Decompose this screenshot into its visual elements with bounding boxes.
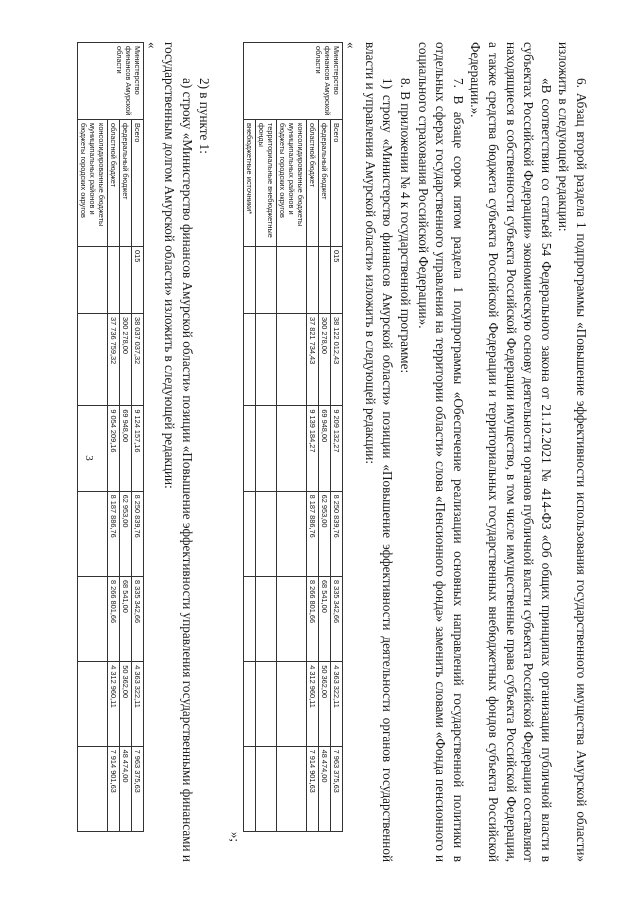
table2-row bbox=[78, 43, 108, 832]
table2-row bbox=[132, 43, 144, 832]
table1-label-cell: федеральный бюджет bbox=[319, 120, 331, 247]
finance-table-1 bbox=[243, 42, 343, 832]
paragraph-8: 8. В приложении № 4 к государственной программе: bbox=[398, 78, 414, 374]
table2-value-cell bbox=[78, 314, 108, 406]
table1-value-cell: 8 250 839,76 bbox=[331, 491, 343, 576]
table1-code-cell bbox=[277, 247, 307, 314]
table1-value-cell: 37 821 734,43 bbox=[307, 314, 319, 406]
table1-label-cell: территориальные внебюджетные фонды bbox=[256, 120, 277, 247]
table2-label-cell: консолидированные бюджеты муниципальных районов и бюджеты городских округов bbox=[78, 120, 108, 247]
table1-value-cell: 48 474,00 bbox=[319, 746, 331, 831]
paragraph-2-a: а) строку «Министерство финансов Амурской области» позиции «Повышение эффективности управления государственными финансами и государственным долгом Амурской области» изложить в следующей редакции: bbox=[162, 42, 195, 862]
table2-value-cell: 7 914 901,63 bbox=[108, 746, 120, 831]
table1-value-cell: 9 139 184,27 bbox=[307, 406, 319, 491]
table1-value-cell bbox=[277, 314, 307, 406]
table1-value-cell bbox=[277, 491, 307, 576]
table1-code-cell bbox=[244, 247, 256, 314]
table1-value-cell: 38 122 012,43 bbox=[331, 314, 343, 406]
table2-value-cell: 7 963 375,63 bbox=[132, 746, 144, 831]
table1-code-cell bbox=[319, 247, 331, 314]
table2-value-cell bbox=[78, 406, 108, 491]
table1-value-cell: 8 266 801,66 bbox=[307, 576, 319, 661]
table2-value-cell: 48 474,00 bbox=[120, 746, 132, 831]
table1-value-cell bbox=[277, 406, 307, 491]
table1-label-cell: Всего bbox=[331, 120, 343, 247]
table1-value-cell bbox=[256, 491, 277, 576]
table2-value-cell bbox=[78, 491, 108, 576]
finance-table-2 bbox=[78, 42, 145, 832]
table2-value-cell: 38 037 037,32 bbox=[132, 314, 144, 406]
table1-org-cell: Министерство финансов Амурской области bbox=[244, 43, 343, 120]
table2-row bbox=[108, 43, 120, 832]
table2-label-cell: Всего bbox=[132, 120, 144, 247]
table1-value-cell: 9 209 132,27 bbox=[331, 406, 343, 491]
table2-org-cell: Министерство финансов Амурской области bbox=[78, 43, 144, 120]
table2-value-cell: 68 541,00 bbox=[120, 576, 132, 661]
table1-value-cell: 8 335 342,66 bbox=[331, 576, 343, 661]
table2-value-cell: 4 363 322,11 bbox=[132, 662, 144, 746]
table1-value-cell: 8 187 886,76 bbox=[307, 491, 319, 576]
table1-value-cell bbox=[277, 662, 307, 746]
table2-value-cell bbox=[78, 746, 108, 831]
table2-value-cell: 9 124 157,16 bbox=[132, 406, 144, 491]
table1-value-cell bbox=[277, 576, 307, 661]
table1-value-cell: 62 953,00 bbox=[319, 491, 331, 576]
paragraph-8-1: 1) строку «Министерство финансов Амурской области» позиции «Повышение эффективности деятельности органов государственной власти и управления Амурской области» изложить в следующей редакции: bbox=[362, 42, 396, 862]
table2-value-cell: 4 312 960,11 bbox=[108, 662, 120, 746]
table2-value-cell: 8 187 886,76 bbox=[108, 491, 120, 576]
table1-row bbox=[307, 43, 319, 832]
table1-value-cell bbox=[256, 576, 277, 661]
table1-row bbox=[277, 43, 307, 832]
table2-value-cell: 62 953,00 bbox=[120, 491, 132, 576]
table1-value-cell: 69 948,00 bbox=[319, 406, 331, 491]
table1-label-cell: областной бюджет bbox=[307, 120, 319, 247]
table2-value-cell: 8 250 839,76 bbox=[132, 491, 144, 576]
table1-value-cell: 7 914 901,63 bbox=[307, 746, 319, 831]
table1-row bbox=[244, 43, 256, 832]
rotated-document-content bbox=[50, 42, 590, 862]
table2-value-cell: 37 736 759,32 bbox=[108, 314, 120, 406]
table2-value-cell: 8 335 342,66 bbox=[132, 576, 144, 661]
table2-value-cell: 300 278,00 bbox=[120, 314, 132, 406]
table1-value-cell bbox=[244, 314, 256, 406]
table2-label-cell: областной бюджет bbox=[108, 120, 120, 247]
open-quote-1: « bbox=[344, 42, 360, 49]
table1-value-cell bbox=[244, 576, 256, 661]
table1-value-cell bbox=[256, 406, 277, 491]
table1-value-cell bbox=[244, 406, 256, 491]
table1-code-cell: 015 bbox=[331, 247, 343, 314]
table1-value-cell bbox=[244, 662, 256, 746]
table2-value-cell: 50 362,00 bbox=[120, 662, 132, 746]
table1-value-cell bbox=[256, 746, 277, 831]
table1-label-cell: внебюджетные источники* bbox=[244, 120, 256, 247]
paragraph-6-quote: «В соответствии со статьей 54 Федерального закона от 21.12.2021 № 414-ФЗ «Об общих принципах организации публичной власти в субъектах Российской Федерации» экономическую основу деятельности органов публичной власти субъекта Российской Федерации составляют находящиеся в собственности субъекта Российской Федерации имущество, в том числе имущественные права субъекта Российской Федерации, а также средства бюджета субъекта Российской Федерации и территориальных государственных внебюджетных фондов субъекта Российской Федерации.». bbox=[468, 42, 554, 862]
table1-value-cell: 50 362,00 bbox=[319, 662, 331, 746]
table1-code-cell bbox=[256, 247, 277, 314]
table1-value-cell bbox=[277, 746, 307, 831]
paragraph-6: 6. Абзац второй раздела 1 подпрограммы «Повышение эффективности использования государственного имущества Амурской области» изложить в следующей редакции: bbox=[556, 42, 589, 862]
table2-label-cell: федеральный бюджет bbox=[120, 120, 132, 247]
table2-code-cell bbox=[78, 247, 108, 314]
table1-value-cell: 4 312 960,11 bbox=[307, 662, 319, 746]
table2-value-cell: 9 054 209,16 bbox=[108, 406, 120, 491]
table1-value-cell bbox=[244, 491, 256, 576]
paragraph-7: 7. В абзаце сорок пятом раздела 1 подпрограммы «Обеспечение реализации основных направлений государственной политики в отдельных сферах государственного управления на территории области» слова «Пенсионного фонда» заменить словами «Фонда пенсионного и социального страхования Российской Федерации». bbox=[415, 42, 466, 862]
table1-value-cell bbox=[244, 746, 256, 831]
table2-value-cell bbox=[78, 662, 108, 746]
table2-value-cell: 69 948,00 bbox=[120, 406, 132, 491]
table1-label-cell: консолидированные бюджеты муниципальных районов и бюджеты городских округов bbox=[277, 120, 307, 247]
table1-value-cell: 300 278,00 bbox=[319, 314, 331, 406]
table1-row bbox=[256, 43, 277, 832]
table2-code-cell bbox=[108, 247, 120, 314]
table1-value-cell: 7 963 375,63 bbox=[331, 746, 343, 831]
table2-code-cell: 015 bbox=[132, 247, 144, 314]
table1-row bbox=[331, 43, 343, 832]
table1-value-cell: 68 541,00 bbox=[319, 576, 331, 661]
open-quote-2: « bbox=[145, 42, 161, 49]
table1-value-cell bbox=[256, 662, 277, 746]
table1-value-cell: 4 363 322,11 bbox=[331, 662, 343, 746]
table2-value-cell: 8 266 801,66 bbox=[108, 576, 120, 661]
table2-code-cell bbox=[120, 247, 132, 314]
table1-code-cell bbox=[307, 247, 319, 314]
page-number: 3 bbox=[82, 455, 95, 461]
close-quote-1: »; bbox=[228, 831, 244, 842]
table2-value-cell bbox=[78, 576, 108, 661]
table1-value-cell bbox=[256, 314, 277, 406]
paragraph-2-point: 2) в пункте 1: bbox=[197, 78, 213, 154]
table2-row bbox=[120, 43, 132, 832]
table1-row bbox=[319, 43, 331, 832]
